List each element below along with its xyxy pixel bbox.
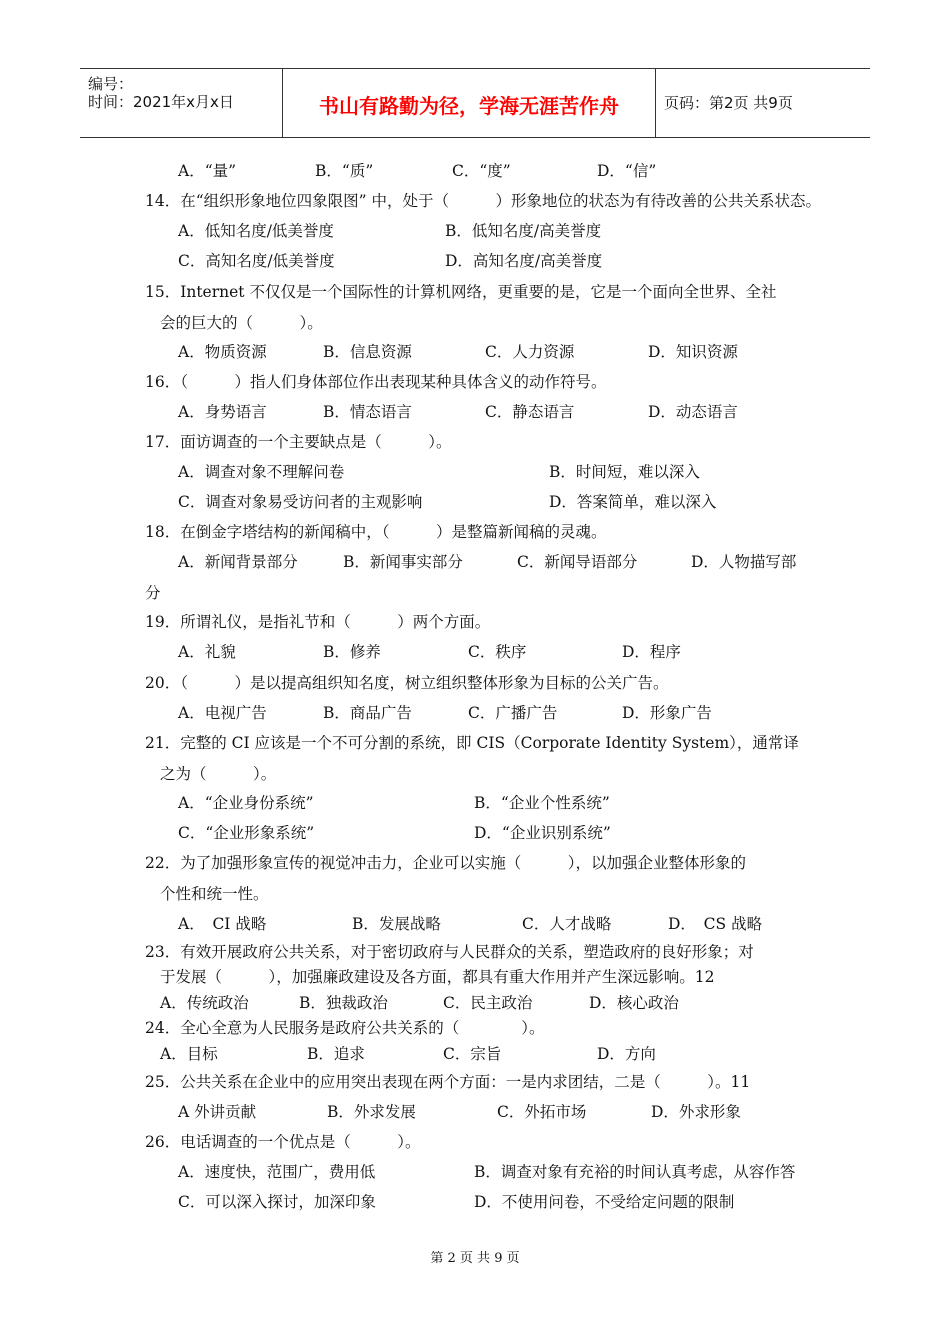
time-label: 时间：2021年x月x日 <box>88 93 234 111</box>
option: B．发展战略 <box>352 915 441 933</box>
option: C．民主政治 <box>443 994 533 1012</box>
page-footer: 第 2 页 共 9 页 <box>430 1251 520 1266</box>
option: D．答案简单，难以深入 <box>549 493 717 511</box>
option: A 外讲贡献 <box>178 1103 257 1121</box>
option: B．追求 <box>307 1045 365 1063</box>
option: B．信息资源 <box>323 343 412 361</box>
option: C．高知名度/低美誉度 <box>178 252 335 270</box>
question-text: 24．全心全意为人民服务是政府公共关系的（ ）。 <box>145 1019 545 1037</box>
question-text: 20．（ ）是以提高组织知名度，树立组织整体形象为目标的公关广告。 <box>145 674 669 692</box>
question-text: 14．在“组织形象地位四象限图” 中，处于（ ）形象地位的状态为有待改善的公共关系状态。 <box>145 192 822 210</box>
option: A．电视广告 <box>178 704 267 722</box>
question-text: 25．公共关系在企业中的应用突出表现在两个方面：一是内求团结，二是（ ）。11 <box>145 1073 751 1091</box>
option: A．目标 <box>160 1045 218 1063</box>
question-text: 个性和统一性。 <box>160 885 269 903</box>
question-text: 21．完整的 CI 应该是一个不可分割的系统，即 CIS（Corporate Identity System），通常译 <box>145 734 799 752</box>
option: B．情态语言 <box>323 403 412 421</box>
option: D．方向 <box>597 1045 656 1063</box>
option-wrap: 分 <box>145 584 161 602</box>
option: A．身势语言 <box>178 403 267 421</box>
option: B．新闻事实部分 <box>343 553 463 571</box>
question-text: 于发展（ ），加强廉政建设及各方面，都具有重大作用并产生深远影响。12 <box>160 968 715 986</box>
option: C．宗旨 <box>443 1045 502 1063</box>
option: C．静态语言 <box>485 403 575 421</box>
option: A．调查对象不理解问卷 <box>178 463 345 481</box>
option: B．“质” <box>315 162 374 180</box>
option: C．“度” <box>452 162 511 180</box>
question-text: 17．面访调查的一个主要缺点是（ ）。 <box>145 433 452 451</box>
question-text: 22．为了加强形象宣传的视觉冲击力，企业可以实施（ ），以加强企业整体形象的 <box>145 854 746 872</box>
option: D． CS 战略 <box>668 915 763 933</box>
option: D．“企业识别系统” <box>474 824 611 842</box>
option: C．广播广告 <box>468 704 558 722</box>
option: B．外求发展 <box>327 1103 416 1121</box>
option: B．调查对象有充裕的时间认真考虑，从容作答 <box>474 1163 796 1181</box>
question-text: 26．电话调查的一个优点是（ ）。 <box>145 1133 421 1151</box>
option: A．速度快，范围广，费用低 <box>178 1163 376 1181</box>
page-header <box>80 68 870 138</box>
option: B．独裁政治 <box>299 994 388 1012</box>
motto: 书山有路勤为径，学海无涯苦作舟 <box>319 94 619 118</box>
option: C．可以深入探讨，加深印象 <box>178 1193 376 1211</box>
header-motto-cell <box>282 69 656 137</box>
question-text: 19．所谓礼仪，是指礼节和（ ）两个方面。 <box>145 613 491 631</box>
option: A．传统政治 <box>160 994 249 1012</box>
option: C．新闻导语部分 <box>517 553 638 571</box>
question-text: 18．在倒金字塔结构的新闻稿中，（ ）是整篇新闻稿的灵魂。 <box>145 523 607 541</box>
option: C．秩序 <box>468 643 527 661</box>
option: A．低知名度/低美誉度 <box>178 222 334 240</box>
option: D．动态语言 <box>648 403 738 421</box>
question-text: 15．Internet 不仅仅是一个国际性的计算机网络，更重要的是，它是一个面向全世界、全社 <box>145 283 777 301</box>
option: A．“量” <box>178 162 237 180</box>
option: D．不使用问卷，不受给定问题的限制 <box>474 1193 735 1211</box>
option: D．高知名度/高美誉度 <box>445 252 603 270</box>
option: D．知识资源 <box>648 343 738 361</box>
option: D．人物描写部 <box>691 553 797 571</box>
option: D．“信” <box>597 162 657 180</box>
option: D．形象广告 <box>622 704 712 722</box>
option: C．调查对象易受访问者的主观影响 <box>178 493 423 511</box>
option: A．物质资源 <box>178 343 267 361</box>
question-text: 之为（ ）。 <box>160 765 277 783</box>
code-label: 编号： <box>88 75 134 93</box>
option: D．核心政治 <box>589 994 679 1012</box>
option: C．外拓市场 <box>497 1103 587 1121</box>
option: B．修养 <box>323 643 381 661</box>
option: B．商品广告 <box>323 704 412 722</box>
header-page-cell <box>654 69 870 137</box>
option: C．人力资源 <box>485 343 575 361</box>
page-info: 页码：第2页 共9页 <box>664 94 793 112</box>
option: D．外求形象 <box>651 1103 741 1121</box>
option: B．低知名度/高美誉度 <box>445 222 602 240</box>
header-meta <box>80 69 282 137</box>
option: B．时间短，难以深入 <box>549 463 700 481</box>
question-text: 16．（ ）指人们身体部位作出表现某种具体含义的动作符号。 <box>145 373 607 391</box>
option: C．人才战略 <box>522 915 612 933</box>
option: B．“企业个性系统” <box>474 794 610 812</box>
option: A．“企业身份系统” <box>178 794 314 812</box>
option: D．程序 <box>622 643 681 661</box>
option: A． CI 战略 <box>178 915 267 933</box>
question-text: 23．有效开展政府公共关系，对于密切政府与人民群众的关系，塑造政府的良好形象；对 <box>145 943 754 961</box>
option: A．礼貌 <box>178 643 236 661</box>
option: A．新闻背景部分 <box>178 553 298 571</box>
question-text: 会的巨大的（ ）。 <box>160 314 323 332</box>
option: C．“企业形象系统” <box>178 824 315 842</box>
